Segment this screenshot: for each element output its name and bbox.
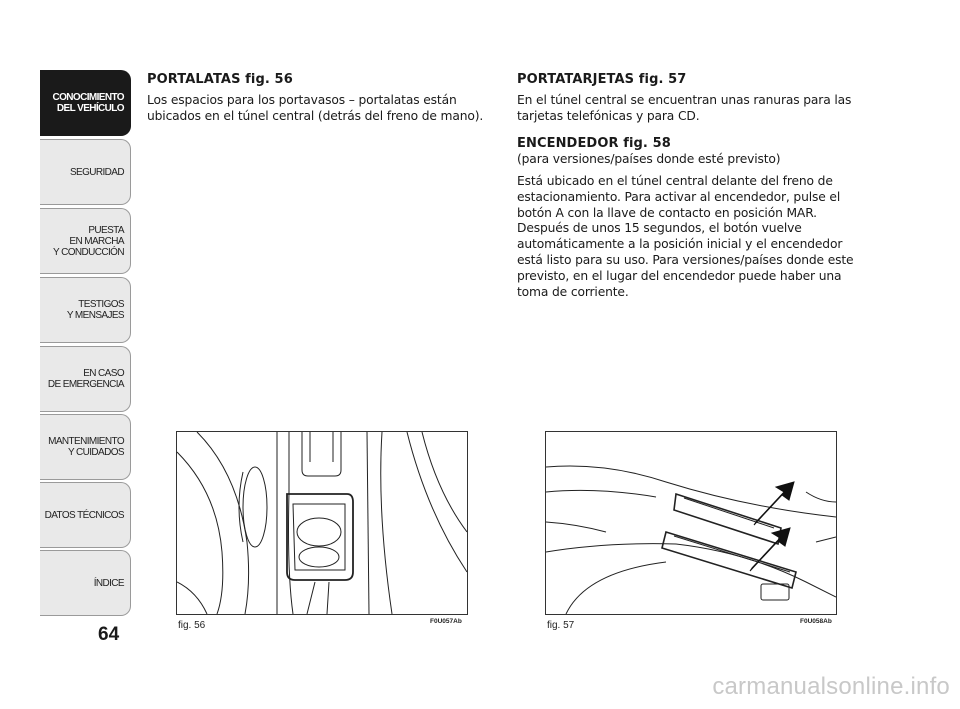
- figure-56-cup-holder: [176, 431, 468, 615]
- tab-mantenimiento-y-cuidados[interactable]: MANTENIMIENTO Y CUIDADOS: [40, 414, 131, 480]
- subheading-encendedor: (para versiones/países donde esté previsto): [517, 152, 781, 167]
- figure-57-card-holder: [545, 431, 837, 615]
- heading-portalatas: PORTALATAS fig. 56: [147, 72, 293, 87]
- text-portatarjetas: En el túnel central se encuentran unas ranuras para las tarjetas telefónicas y para CD.: [517, 92, 852, 123]
- tab-conocimiento-del-vehiculo[interactable]: CONOCIMIENTO DEL VEHÍCULO: [40, 70, 131, 136]
- page-number: 64: [98, 624, 120, 645]
- figure-57-code: F0U058Ab: [800, 618, 832, 625]
- figure-56-code: F0U057Ab: [430, 618, 462, 625]
- tab-datos-tecnicos[interactable]: DATOS TÉCNICOS: [40, 482, 131, 548]
- heading-encendedor: ENCENDEDOR fig. 58: [517, 136, 671, 152]
- figure-57-label: fig. 57: [547, 620, 575, 631]
- tab-indice[interactable]: ÍNDICE: [40, 550, 131, 616]
- left-column: [147, 72, 497, 130]
- tab-testigos-y-mensajes[interactable]: TESTIGOS Y MENSAJES: [40, 277, 131, 343]
- right-column: [517, 72, 867, 306]
- watermark-text: carmanualsonline.info: [712, 673, 950, 700]
- heading-portatarjetas: PORTATARJETAS fig. 57: [517, 72, 687, 87]
- text-portalatas: Los espacios para los portavasos – portalatas están ubicados en el túnel central (detrás del freno de mano).: [147, 92, 484, 123]
- text-encendedor: Está ubicado en el túnel central delante del freno de estacionamiento. Para activar al encendedor, pulse el botón A con la llave de contacto en posición MAR. Después de unos 15 segundos, el botón vuelve automáticamente a la posición inicial y el encendedor está listo para su uso. Para versiones/países donde este previsto, en el lugar del encendedor puede haber una toma de corriente.: [517, 173, 854, 299]
- figure-56-label: fig. 56: [178, 620, 206, 631]
- tab-seguridad[interactable]: SEGURIDAD: [40, 139, 131, 205]
- tab-en-caso-de-emergencia[interactable]: EN CASO DE EMERGENCIA: [40, 346, 131, 412]
- tab-puesta-en-marcha[interactable]: PUESTA EN MARCHA Y CONDUCCIÓN: [40, 208, 131, 274]
